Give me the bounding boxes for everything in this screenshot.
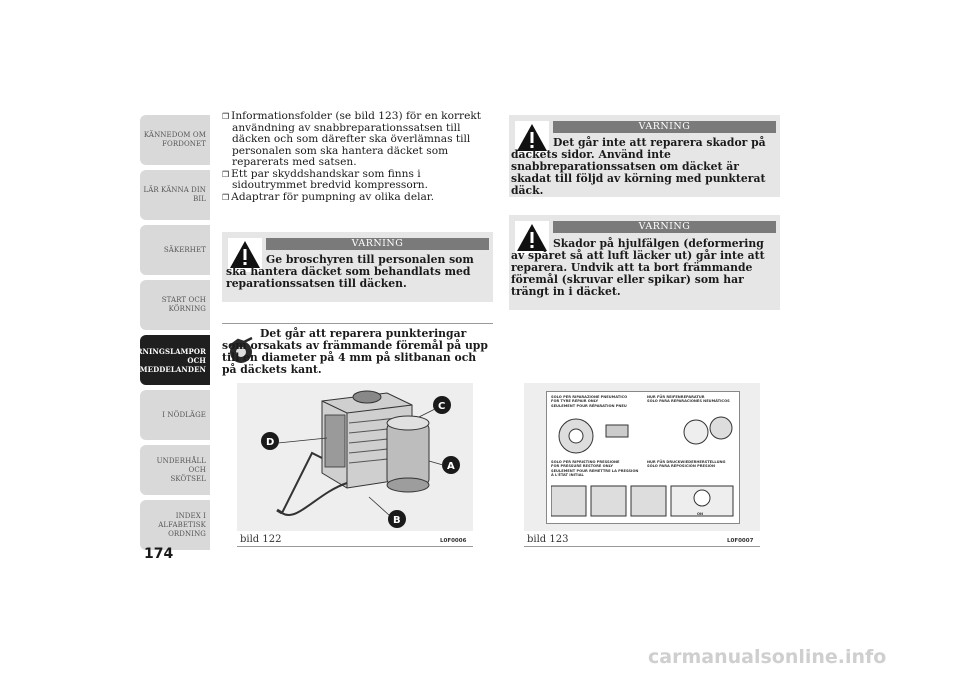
tab-varningslampor-och-meddelanden[interactable]: VARNINGSLAMPOR OCH MEDDELANDEN [140, 335, 210, 385]
tab-i-nodlage[interactable]: I NÖDLÄGE [140, 390, 210, 440]
leaflet-gauge-text: ON [697, 512, 704, 516]
text-column-left [222, 111, 494, 203]
tab-index[interactable]: INDEX I ALFABETISK ORDNING [140, 500, 210, 550]
warning-text: Ge broschyren till personalen som ska hantera däcket som behandlats med reparationssatsen till däcken. [226, 253, 474, 290]
bullet-item: ❒ Adaptrar för pumpning av olika delar. [222, 192, 494, 204]
bullet-item: ❒ Ett par skyddshandskar som finns i sidoutrymmet bredvid kompressorn. [222, 169, 494, 192]
note-box-puncture [222, 323, 493, 384]
tab-lar-kanna-din-bil[interactable]: LÄR KÄNNA DIN BIL [140, 170, 210, 220]
bullet-item: ❒ Informationsfolder (se bild 123) för en korrekt användning av snabbreparationssatsen till däcken och som därefter ska överlämnas till personalen som ska hantera däcket som reparerats med satsen. [222, 111, 494, 169]
watermark: carmanualsonline.info [648, 646, 887, 668]
label-d [261, 432, 279, 450]
warning-heading: VARNING [553, 221, 776, 233]
leaflet-line: SÓLO PARA REPOSICIÓN PRESIÓN [647, 464, 715, 469]
warning-box-brochure [222, 232, 493, 302]
compressor-illustration [237, 383, 473, 531]
leaflet-line: NUR FÜR REIFENREPARATUR [647, 395, 705, 399]
leaflet-diagram-bottom [551, 484, 735, 520]
leaflet-line: SOLO PER RIPARAZIONE PNEUMATICO [551, 395, 628, 399]
leaflet-line: SEULEMENT POUR RÉPARATION PNEU [551, 403, 627, 408]
label-c [433, 396, 451, 414]
tab-sakerhet[interactable]: SÄKERHET [140, 225, 210, 275]
page-number: 174 [144, 546, 174, 562]
warning-heading: VARNING [553, 121, 776, 133]
note-text: Det går att reparera punkteringar som orsakats av främmande föremål på upp till en diameter på 4 mm på slitbanan och på däckets kant. [222, 327, 488, 376]
figure-122-caption: bild 122 [240, 534, 282, 545]
figure-122-compressor [237, 383, 473, 531]
svg-text:D: D [266, 437, 275, 448]
tab-kannedom-om-fordonet[interactable]: KÄNNEDOM OM FORDONET [140, 115, 210, 165]
figure-123-leaflet [524, 383, 760, 531]
leaflet-line: FOR PRESSURE RESTORE ONLY [551, 464, 613, 469]
figure-123-rule [524, 546, 760, 547]
warning-text: Skador på hjulfälgen (deformering av spåret så att luft läcker ut) går inte att reparera. Undvik att ta bort främmande föremål (skruvar eller spikar) som har trängt in i däcket. [511, 237, 765, 298]
tab-start-och-korning[interactable]: START OCH KÖRNING [140, 280, 210, 330]
label-b [388, 510, 406, 528]
svg-text:C: C [438, 401, 446, 412]
svg-text:A: A [447, 461, 455, 472]
leaflet-diagram-top [551, 410, 735, 456]
leaflet-line: SÓLO PARA REPARACIONES NEUMÁTICOS [647, 399, 730, 404]
figure-123-caption: bild 123 [527, 534, 569, 545]
figure-122-code: L0F0006 [440, 538, 467, 544]
warning-text: Det går inte att reparera skador på däckets sidor. Använd inte snabbreparationssatsen om däcket är skadat till följd av körning med punkterat däck. [511, 136, 766, 197]
leaflet [546, 391, 740, 524]
leaflet-line: NUR FÜR DRUCKWIEDERHERSTELLUNG [647, 460, 726, 464]
leaflet-line: FOR TYRE REPAIR ONLY [551, 399, 599, 404]
tab-underhall-och-skotsel[interactable]: UNDERHÅLL OCH SKÖTSEL [140, 445, 210, 495]
warning-heading: VARNING [266, 238, 489, 250]
chapter-sidebar [126, 115, 210, 555]
svg-text:B: B [393, 515, 401, 526]
warning-box-rim [509, 215, 780, 310]
figure-122-rule [237, 546, 473, 547]
leaflet-line: SEULEMENT POUR REMETTRE LA PRESSION À L'ÉTAT INITIAL [551, 468, 639, 478]
warning-box-sidewall [509, 115, 780, 197]
label-a [442, 456, 460, 474]
figure-123-code: L0F0007 [727, 538, 754, 544]
leaflet-line: SOLO PER RIPRISTINO PRESSIONE [551, 460, 620, 464]
